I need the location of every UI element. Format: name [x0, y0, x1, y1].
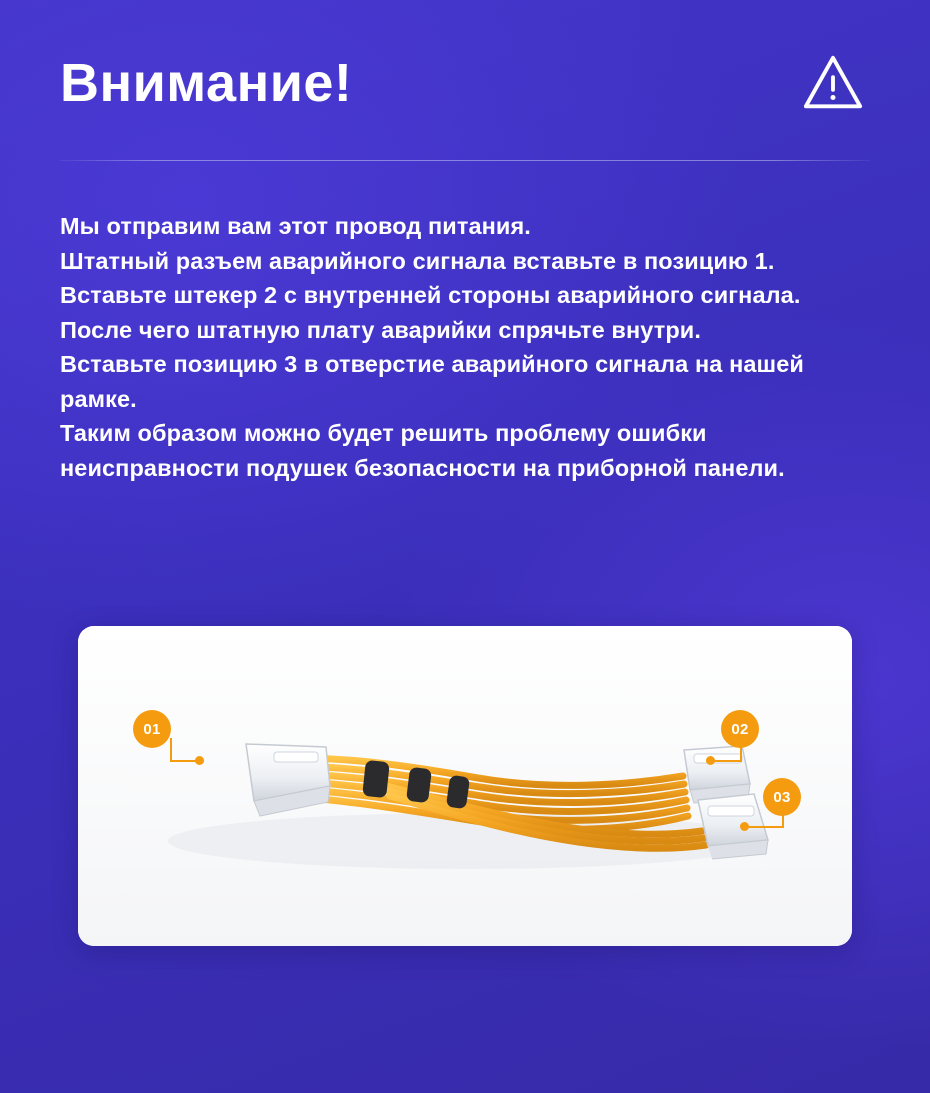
- instruction-paragraph: Вставьте позицию 3 в отверстие аварийного сигнала на нашей рамке.: [60, 351, 804, 412]
- callout-badge-02[interactable]: 02: [721, 710, 759, 748]
- callout-badge-03[interactable]: 03: [763, 778, 801, 816]
- header-divider: [60, 160, 870, 161]
- callout-point-01: [195, 756, 204, 765]
- callout-leader-01: [170, 738, 172, 762]
- product-photo-card: [78, 626, 852, 946]
- callout-point-03: [740, 822, 749, 831]
- instruction-paragraph: Штатный разъем аварийного сигнала вставьте в позицию 1.: [60, 247, 775, 274]
- callout-point-02: [706, 756, 715, 765]
- warning-triangle-icon: [802, 52, 864, 114]
- instruction-paragraph: Мы отправим вам этот провод питания.: [60, 213, 531, 239]
- callout-badge-01[interactable]: 01: [133, 710, 171, 748]
- callout-leader-03b: [748, 826, 784, 828]
- callout-leader-02b: [712, 760, 742, 762]
- instruction-paragraph: Вставьте штекер 2 с внутренней стороны аварийного сигнала. После чего штатную плату аварийки спрячьте внутри.: [60, 282, 801, 343]
- page-header: [60, 0, 870, 114]
- instructions-block: [60, 209, 830, 485]
- wire-harness-illustration: [78, 626, 852, 946]
- page-title: Внимание!: [60, 53, 353, 113]
- instruction-paragraph: Таким образом можно будет решить проблему ошибки неисправности подушек безопасности на приборной панели.: [60, 420, 785, 481]
